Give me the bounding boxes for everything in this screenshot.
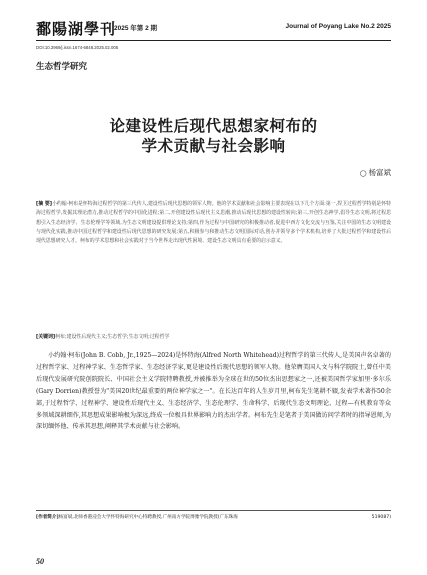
journal-logo: 鄱陽湖學刊 — [36, 20, 117, 38]
title-line-2: 学术贡献与社会影响 — [141, 136, 286, 155]
keywords-text: 柯布;建设性后现代主义;生态哲学;生态文明;过程哲学 — [55, 334, 170, 340]
postal-code: 519087) — [371, 515, 391, 520]
abstract-label: [摘 要] — [36, 201, 52, 207]
author-name: 杨富斌 — [368, 168, 391, 177]
footnote-rule — [36, 510, 391, 511]
section-title: 生态哲学研究 — [36, 62, 88, 72]
author-footnote — [36, 514, 391, 522]
title-line-1: 论建设性后现代思想家柯布的 — [109, 116, 318, 135]
keywords — [36, 333, 391, 340]
author-line — [360, 167, 391, 178]
footnote-text: 杨富斌,北师香港浸会大学怀特海研究中心特聘教授,广州南方学院博雅学院教授(广东珠海 — [58, 515, 238, 520]
header-rule — [36, 40, 391, 41]
abstract — [36, 200, 391, 246]
footnote-label: [作者简介] — [36, 515, 59, 520]
article-title — [0, 116, 427, 156]
running-header — [36, 18, 391, 40]
journal-english-title: Journal of Poyang Lake No.2 2025 — [285, 23, 391, 30]
keywords-label: [关键词] — [36, 334, 56, 340]
issue-label: 2025 年第 2 期 — [114, 25, 157, 32]
author-marker-icon: ◯ — [359, 170, 367, 177]
doi-line: DOI:10.3969/j.issn.1674-6848.2025.02.005 — [36, 45, 119, 50]
body-paragraph: 小约翰·柯布(John B. Cobb, Jr.,1925—2024)是怀特海(Alfred North Whitehead)过程哲学的第三代传人,是美国声名卓著的过程哲学家、过程神学家、生态哲学家、生态经济学家,更是建设性后现代思想的领军人物。他荣膺美国人文与科学院院士,曾任中美后现代发展研究院创院院长、中国社会主义学院特聘教授,并被推举为全球在世的50位杰出思想家之一,还被美国哲学家加里·多尔乐(Gary Dorrien)教授誉为"美国20世纪最重要的两位神学家之一"。在长达百年的人生岁月里,柯布先生笔耕不辍,发表学术著作50余部,于过程哲学、过程神学、建设性后现代主义、生态经济学、生态伦理学、生命科学、后现代生态文明理论、过程—有机教育等众多领域深耕细作,其思想成果影响极为深远,终成一位极具世界影响力的杰出学者。柯布先生是笔者于美国做访问学者时的指导恩师,为深切缅怀他、传承其思想,阐释其学术贡献与社会影响。 — [36, 352, 391, 431]
abstract-text: 小约翰·柯布是怀特海过程哲学的第三代传人,建设性后现代思想的领军人物。他的学术贡献和社会影响主要表现在以下几个方面:第一,捍卫过程哲学特别是怀特海过程哲学,发掘其理论潜力,推动过程哲学的中国化进程;第二,开创建设性后现代主义思潮,推动后现代思想的建设性转向;第三,开创生态神学,倡导生态文明,将过程思想引入生态经济学、生态伦理学等领域,为生态文明建设提供理论支持;第四,作为过程与中国研究的积极推动者,促进中西方文化交流与互鉴,关注中国的生态文明建设与现代化实践,推动中国过程哲学和建设性后现代思想的研究发展;第五,积极参与和推动生态文明国际对话,创办并领导多个学术机构,培养了大批过程哲学和建设性后现代思想研究人才。柯布的学术思想和社会实践对于当今世界走出现代性困境、建设生态文明具有重要的启示意义。 — [36, 201, 391, 245]
page-number: 50 — [36, 557, 44, 566]
